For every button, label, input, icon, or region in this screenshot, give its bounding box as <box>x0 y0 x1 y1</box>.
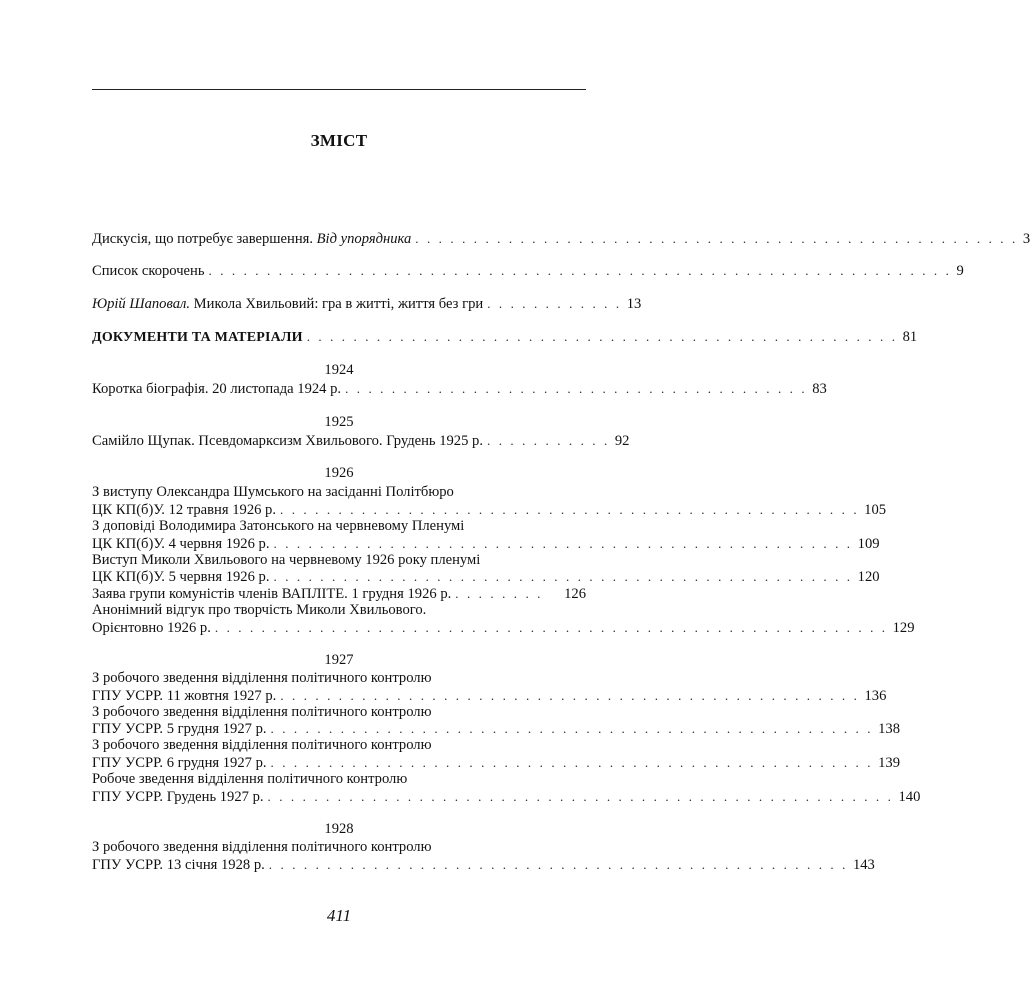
toc-entry-short-biography[interactable] <box>92 379 827 398</box>
page-number: 83 <box>812 381 827 397</box>
page-number: 143 <box>852 857 875 873</box>
dot-leader: . . . . . . . . . . . . . . . . . . . . . . . . . . . . . . . . . . . . . . . . . . . . . . . . . . . . . . . . . . <box>214 620 888 635</box>
toc-entry-title: Самійло Щупак. Псевдомарксизм Хвильового. Грудень 1925 р. <box>92 433 483 449</box>
toc-entry-gpu-13jan-line2[interactable] <box>92 855 875 874</box>
page-number: 81 <box>902 329 918 345</box>
toc-entry-title: ЦК КП(б)У. 12 травня 1926 р. <box>92 502 277 518</box>
dot-leader: . . . . . . . . . . . . . . . . . . . . . . . . . . . . . . . . . . . . . . . . . . . . . . . . . . . . . . <box>267 789 894 804</box>
toc-entry-discussion[interactable] <box>92 229 1030 248</box>
page-folio-number: 411 <box>326 906 352 925</box>
toc-entry-title: ГПУ УСРР. 11 жовтня 1927 р. <box>92 688 277 704</box>
page-number: 129 <box>892 620 915 636</box>
toc-entry-author: Від упорядника <box>316 231 412 247</box>
dot-leader: . . . . . . . . . . . . . . . . . . . . . . . . . . . . . . . . . . . . . . . . . . . . . . . . . . . <box>306 329 898 344</box>
dot-leader: . . . . . . . . . . . . . . . . . . . . . . . . . . . . . . . . . . . . . . . . . . . . . . . . . . <box>280 688 860 703</box>
page-number: 139 <box>878 755 900 771</box>
page-number: 13 <box>626 296 642 312</box>
page-number: 138 <box>878 721 900 737</box>
year-heading-1925: 1925 <box>324 414 354 430</box>
dot-leader: . . . . . . . . . . . . . . . . . . . . . . . . . . . . . . . . . . . . . . . . . . . . . . . . . . <box>280 502 860 517</box>
toc-entry-title: Список скорочень <box>92 263 205 279</box>
toc-entry-title: ГПУ УСРР. 5 грудня 1927 р. <box>92 721 267 737</box>
toc-entry-title: Заява групи комуністів членів ВАПЛІТЕ. 1 грудня 1926 р. <box>92 586 452 602</box>
dot-leader: . . . . . . . . . . . . . . . . . . . . . . . . . . . . . . . . . . . . . . . . . . . . . . . . . . . . . . . . . . . . . . . . <box>208 263 952 278</box>
dot-leader: . . . . . . . . . . . . . . . . . . . . . . . . . . . . . . . . . . . . . . . . . . . . . . . . . . <box>268 857 848 872</box>
year-heading-1927: 1927 <box>324 652 354 668</box>
page-number: 140 <box>898 789 921 805</box>
dot-leader: . . . . . . . . . . . <box>487 433 610 448</box>
header-rule <box>92 89 586 90</box>
toc-entry-title: З робочого зведення відділення політичного контролю <box>92 704 432 720</box>
toc-entry-title: ЦК КП(б)У. 4 червня 1926 р. <box>92 536 270 552</box>
toc-entry-title: З робочого зведення відділення політичного контролю <box>92 670 432 686</box>
dot-leader: . . . . . . . . <box>455 586 544 601</box>
toc-entry-title: Виступ Миколи Хвильового на червневому 1926 року пленумі <box>92 552 481 568</box>
toc-entry-shchupak[interactable] <box>92 431 630 450</box>
dot-leader: . . . . . . . . . . . . . . . . . . . . . . . . . . . . . . . . . . . . . . . . . . . . . . . . . . <box>273 569 853 584</box>
toc-entry-title: Микола Хвильовий: гра в житті, життя без гри <box>190 296 484 312</box>
dot-leader: . . . . . . . . . . . . . . . . . . . . . . . . . . . . . . . . . . . . . . . . <box>345 381 808 396</box>
page-number: 120 <box>857 569 880 585</box>
year-heading-1924: 1924 <box>324 362 354 378</box>
toc-entry-title: ГПУ УСРР. 6 грудня 1927 р. <box>92 755 267 771</box>
toc-entry-title: Дискусія, що потребує завершення. <box>92 231 317 247</box>
toc-entry-author: Юрій Шаповал. <box>92 296 191 312</box>
page-title: ЗМІСТ <box>310 131 368 150</box>
toc-entry-title: З виступу Олександра Шумського на засіданні Політбюро <box>92 484 454 500</box>
page-number: 109 <box>857 536 880 552</box>
toc-entry-title: Робоче зведення відділення політичного контролю <box>92 771 408 787</box>
page-number: 126 <box>564 586 586 602</box>
dot-leader: . . . . . . . . . . . . . . . . . . . . . . . . . . . . . . . . . . . . . . . . . . . . . . . . . . . . <box>415 231 1018 246</box>
toc-entry-title: З доповіді Володимира Затонського на червневому Пленумі <box>92 518 465 534</box>
toc-entry-title: ЦК КП(б)У. 5 червня 1926 р. <box>92 569 270 585</box>
toc-entry-abbreviations[interactable] <box>92 261 964 280</box>
dot-leader: . . . . . . . . . . . . . . . . . . . . . . . . . . . . . . . . . . . . . . . . . . . . . . . . . . <box>273 536 853 551</box>
toc-entry-gpu-dec-line2[interactable] <box>92 787 921 806</box>
page-number: 3 <box>1022 231 1030 247</box>
dot-leader: . . . . . . . . . . . . <box>487 296 622 311</box>
page-number: 136 <box>864 688 887 704</box>
toc-entry-title: Анонімний відгук про творчість Миколи Хвильового. <box>92 602 427 618</box>
toc-entry-title: ГПУ УСРР. Грудень 1927 р. <box>92 789 264 805</box>
year-heading-1928: 1928 <box>324 821 354 837</box>
toc-entry-title: З робочого зведення відділення політичного контролю <box>92 737 432 753</box>
page-number: 9 <box>956 263 964 279</box>
toc-entry-text <box>92 295 483 314</box>
toc-entry-anonymous-line2[interactable] <box>92 618 915 637</box>
page-number: 105 <box>864 502 887 518</box>
dot-leader: . . . . . . . . . . . . . . . . . . . . . . . . . . . . . . . . . . . . . . . . . . . . . . . . . . . . <box>270 755 874 770</box>
toc-entry-documents[interactable] <box>92 327 918 346</box>
toc-section-heading: ДОКУМЕНТИ ТА МАТЕРІАЛИ <box>92 330 303 345</box>
year-heading-1926: 1926 <box>324 465 354 481</box>
dot-leader: . . . . . . . . . . . . . . . . . . . . . . . . . . . . . . . . . . . . . . . . . . . . . . . . . . . . <box>270 721 874 736</box>
page-number: 92 <box>614 433 630 449</box>
toc-entry-title: З робочого зведення відділення політичного контролю <box>92 839 432 855</box>
toc-entry-title: ГПУ УСРР. 13 січня 1928 р. <box>92 857 265 873</box>
toc-entry-title: Орієнтовно 1926 р. <box>92 620 211 636</box>
toc-entry-title: Коротка біографія. 20 листопада 1924 р. <box>92 381 342 397</box>
toc-entry-shapoval[interactable] <box>92 294 642 313</box>
toc-entry-text <box>92 230 411 249</box>
